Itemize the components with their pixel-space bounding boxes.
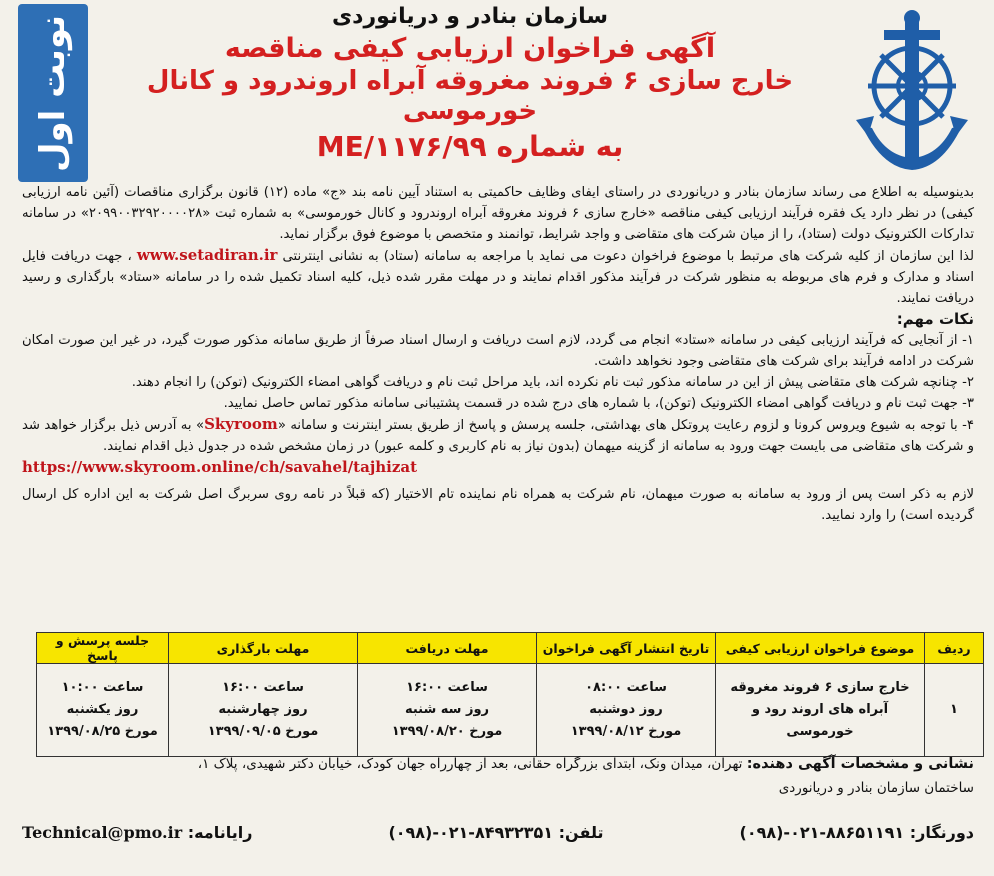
row-number: ۱	[925, 664, 984, 757]
note-4: ۴- با توجه به شیوع ویروس کرونا و لزوم رعایت پروتکل های بهداشتی، جلسه پرسش و پاسخ از طریق بستر اینترنت و سامانه «Skyroom» به آدرس ذیل برگزار خواهد شد و شرکت های متقاضی می بایست جهت ورود به سامانه از گزینه میهمان (بدون نیاز به نام کاربری و کلمه عبور) در زمان مشخص شده در جدول ذیل اقدام نمایند.	[22, 415, 974, 454]
table-header-row	[37, 633, 984, 664]
notice-subject: خارج سازی ۶ فروند مغروقه آبراه اروندرود و کانال خورموسی	[146, 66, 794, 126]
col-publish-date: تاریخ انتشار آگهی فراخوان	[537, 633, 716, 664]
fax-number: ۸۸۶۵۱۱۹۱-۰۲۱-(۰۹۸)	[739, 822, 905, 842]
fax-info: دورنگار: ۸۸۶۵۱۱۹۱-۰۲۱-(۰۹۸)	[739, 822, 974, 842]
row-upload-deadline: ساعت ۱۶:۰۰ روز چهارشنبه مورخ ۱۳۹۹/۰۹/۰۵	[169, 664, 358, 757]
header	[100, 2, 840, 163]
row-publish-date: ساعت ۰۸:۰۰ روز دوشنبه مورخ ۱۳۹۹/۰۸/۱۲	[537, 664, 716, 757]
ports-organization-logo-icon	[852, 8, 972, 178]
schedule-table	[36, 632, 984, 757]
note-1: ۱- از آنجایی که فرآیند ارزیابی کیفی در سامانه «ستاد» انجام می گردد، لازم است دریافت و ارسال اسناد صرفاً از طریق سامانه مذکور صورت گیرد، در غیر این صورت امکان شرکت در ادامه فرآیند برای شرکت های متقاضی وجود نخواهد داشت.	[22, 333, 974, 369]
address-line-1: تهران، میدان ونک، ابتدای بزرگراه حقانی، بعد از چهارراه جهان کودک، خیابان دکتر شهیدی، پلاک ۱،	[197, 756, 743, 772]
address-label: نشانی و مشخصات آگهی دهنده:	[746, 756, 974, 772]
notice-body	[22, 182, 974, 526]
note-3: ۳- جهت ثبت نام و دریافت گواهی امضاء الکترونیک (توکن)، با شماره های درج شده در قسمت پشتیبانی سامانه مذکور تماس حاصل نمایید.	[223, 396, 974, 411]
invite-paragraph: لذا این سازمان از کلیه شرکت های مرتبط با موضوع فراخوان دعوت می نماید با مراجعه به سامانه (ستاد) به نشانی اینترنتی www.setadiran.ir ، جهت دریافت فایل اسناد و مدارک و فرم های مربوطه به منظور شرکت در فرآیند مذکور اقدام نمایند و در مهلت مقرر شده ذیل، کلیه اسناد تکمیل شده را در سامانه «ستاد» بارگذاری و رسید دریافت نمایند.	[22, 246, 974, 306]
first-publication-tab	[18, 4, 88, 182]
col-upload-deadline: مهلت بارگذاری	[169, 633, 358, 664]
email-info: رایانامه: Technical@pmo.ir	[22, 822, 253, 842]
advertiser-address	[22, 752, 974, 800]
skyroom-link[interactable]: https://www.skyroom.online/ch/savahel/tajhizat	[22, 458, 418, 476]
row-subject: خارج سازی ۶ فروند مغروقه آبراه های اروند رود و خورموسی	[716, 664, 925, 757]
notice-title: آگهی فراخوان ارزیابی کیفی مناقصه	[224, 33, 716, 64]
organization-name: سازمان بنادر و دریانوردی	[332, 4, 608, 29]
email-address[interactable]: Technical@pmo.ir	[22, 822, 183, 842]
setad-link[interactable]: www.setadiran.ir	[136, 246, 278, 264]
notes-heading: نکات مهم:	[896, 310, 974, 328]
row-qa-session: ساعت ۱۰:۰۰ روز یکشنبه مورخ ۱۳۹۹/۰۸/۲۵	[37, 664, 169, 757]
notice-number: به شماره ۹۹/ME/۱۱۷۶	[316, 130, 624, 163]
col-subject: موضوع فراخوان ارزیابی کیفی	[716, 633, 925, 664]
side-tab-label: نوبت اول	[33, 14, 73, 172]
address-line-2: ساختمان سازمان بنادر و دریانوردی	[778, 780, 974, 796]
skyroom-brand: Skyroom	[204, 415, 278, 433]
note-2: ۲- چنانچه شرکت های متقاضی پیش از این در سامانه مذکور ثبت نام نکرده اند، باید مراحل ثبت نام و دریافت گواهی امضاء الکترونیک (توکن) را انجام دهند.	[131, 375, 974, 390]
phone-info: تلفن: ۸۴۹۳۲۳۵۱-۰۲۱-(۰۹۸)	[388, 822, 604, 842]
col-qa-session: جلسه پرسش و پاسخ	[37, 633, 169, 664]
phone-number: ۸۴۹۳۲۳۵۱-۰۲۱-(۰۹۸)	[388, 822, 554, 842]
col-row: ردیف	[925, 633, 984, 664]
guest-login-note: لازم به ذکر است پس از ورود به سامانه به صورت میهمان، نام شرکت به همراه نام نماینده تام الاختیار (که قبلاً در نامه روی سربرگ اصل شرکت به این اداره کل ارسال گردیده است) را وارد نمایید.	[22, 487, 974, 523]
row-receive-deadline: ساعت ۱۶:۰۰ روز سه شنبه مورخ ۱۳۹۹/۰۸/۲۰	[358, 664, 537, 757]
col-receive-deadline: مهلت دریافت	[358, 633, 537, 664]
contact-info	[22, 818, 974, 846]
intro-paragraph: بدینوسیله به اطلاع می رساند سازمان بنادر و دریانوردی در راستای ایفای وظایف حاکمیتی به استناد آیین نامه بند «ج» ماده (۱۲) قانون برگزاری مناقصات (آئین نامه ارزیابی کیفی) در نظر دارد یک فقره فرآیند ارزیابی کیفی مناقصه «خارج سازی ۶ فروند مغروقه آبراه اروندرود و کانال خورموسی» به شماره ثبت «۲۰۹۹۰۰۳۲۹۲۰۰۰۰۲۸» در سامانه تدارکات الکترونیک دولت (ستاد)، را از میان شرکت های متقاضی و واجد شرایط، توانمند و متخصص با موضوع فوق برگزار نماید.	[22, 185, 974, 242]
table-row	[37, 664, 984, 757]
